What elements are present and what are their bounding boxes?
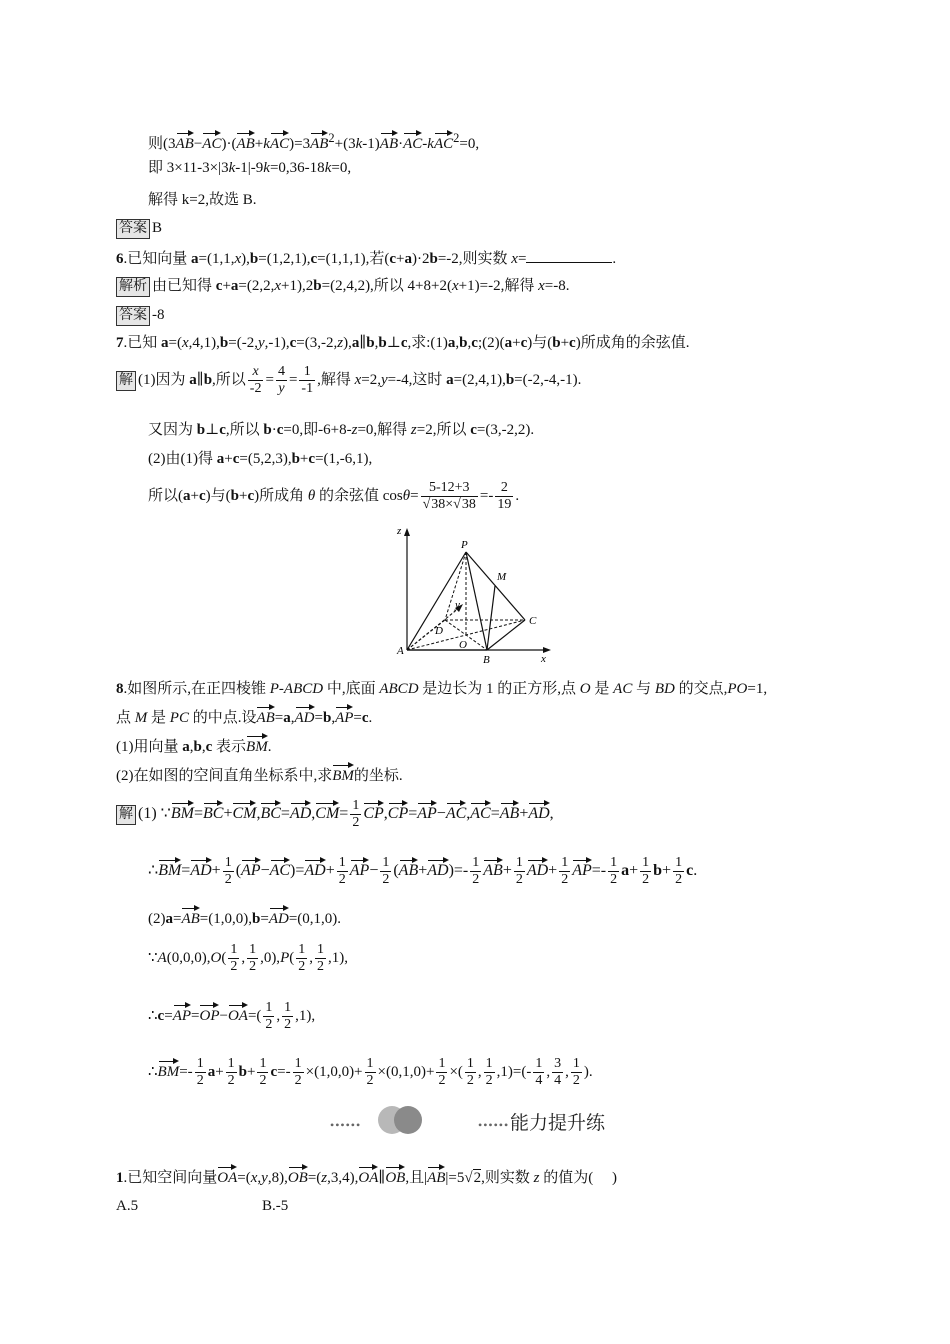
p1-stem: 1.已知空间向量OA=(x,y,8),OB=(z,3,4),OA∥OB,且|AB|=5√2,则实数 z 的值为( ) [116, 1164, 617, 1188]
q8-solution-4: ∵A(0,0,0),O( $\frac{1}{2}$ , $\frac{1}{2}$ ,0),P( $\frac{1}{2}$ , $\frac{1}{2}$ ,1), [148, 942, 348, 975]
q8-part-2: (2)在如图的空间直角坐标系中,求BM的坐标. [116, 762, 403, 786]
answer-blank[interactable] [526, 248, 612, 263]
svg-text:z: z [397, 525, 402, 537]
svg-text:y: y [455, 599, 460, 611]
answer-tag: 答案 [116, 306, 150, 326]
q8-part-1: (1)用向量 a,b,c 表示BM. [116, 733, 271, 757]
svg-text:A: A [397, 645, 404, 657]
pyramid-figure [395, 522, 565, 667]
q8-stem-2: 点 M 是 PC 的中点.设AB=a,AD=b,AP=c. [116, 704, 372, 728]
q8-solution-3: (2)a=AB=(1,0,0),b=AD=(0,1,0). [148, 905, 341, 929]
q7-solution-3: (2)由(1)得 a+c=(5,2,3),b+c=(1,-6,1), [148, 451, 373, 467]
q8-solution-1: 解 (1) ∵BM=BC+CM,BC=AD,CM= $\frac{1}{2}$ CP,CP=AP−AC,AC=AB+AD, [116, 796, 554, 832]
section-divider: •••••• •••••• 能力提升练 [330, 1102, 630, 1138]
p1-option-b[interactable]: B.-5 [262, 1198, 289, 1214]
svg-text:x: x [541, 653, 546, 665]
solution-tag: 解 [116, 371, 136, 391]
q8-solution-5: ∴c=AP=OP−OA=( $\frac{1}{2}$ , $\frac{1}{2}$ ,1), [148, 1000, 316, 1033]
p1-option-a[interactable]: A.5 [116, 1198, 139, 1214]
answer-tag: 答案 [116, 219, 150, 239]
svg-text:M: M [497, 571, 507, 583]
q8-solution-2: ∴BM=AD+ $\frac{1}{2}$ (AP−AC)=AD+ $\frac{1}{2}$ AP− $\frac{1}{2}$ (AB+AD)=- $\frac{1}{2}$ AB+ $\frac{1}{2}$ AD+ $\frac{1}{2}$ AP=- $\frac{1}{2}$ a+ $\frac{1}{2}$ b+ $\frac{1}{2}$ c. [148, 854, 698, 887]
q5-answer: 答案 B [116, 218, 162, 239]
svg-text:C: C [529, 615, 537, 627]
q6-stem: 6.已知向量 a=(1,1,x),b=(1,2,1),c=(1,1,1),若(c+a)·2b=-2,则实数 x= . [116, 248, 616, 269]
solution-line-1: 则$(3AB-AC)\cdot(AB+kAC)=3AB^2+(3k-1)AB\cdot AC-kAC^2=0$, [148, 131, 480, 152]
svg-text:P: P [461, 539, 468, 551]
q7-solution-4: 所以(a+c)与(b+c)所成角 θ 的余弦值 cosθ= $\frac{5-12+3}{√38\times√38}$ =- $\frac{2}{19}$ . [148, 480, 520, 513]
q7-solution-2: 又因为 b⊥c,所以 b·c=0,即-6+8-z=0,解得 z=2,所以 c=(3,-2,2). [148, 422, 535, 438]
q6-answer: 答案 -8 [116, 305, 165, 326]
svg-text:D: D [435, 625, 443, 637]
solution-tag: 解 [116, 805, 136, 825]
q7-solution-1: 解 (1)因为 a∥b,所以 $\frac{x}{-2}$ = $\frac{4}{y}$ = $\frac{1}{-1}$ ,解得 x=2,y=-4,这时 a=(2,4,1),b=(-2,-4,-1). [116, 362, 581, 398]
section-title: 能力提升练 [510, 1112, 606, 1134]
solution-line-2: 即 3×11-3×|3k-1|-9k=0,36-18k=0, [148, 160, 352, 176]
svg-text:O: O [459, 639, 467, 651]
svg-text:B: B [483, 654, 490, 666]
q6-analysis: 解析 由已知得 c+a=(2,2,x+1),2b=(2,4,2),所以 4+8+2(x+1)=-2,解得 x=-8. [116, 276, 569, 297]
q7-stem: 7.已知 a=(x,4,1),b=(-2,y,-1),c=(3,-2,z),a∥b,b⊥c,求:(1)a,b,c;(2)(a+c)与(b+c)所成角的余弦值. [116, 335, 690, 351]
q8-solution-6: ∴BM=- $\frac{1}{2}$ a+ $\frac{1}{2}$ b+ $\frac{1}{2}$ c=- $\frac{1}{2}$ ×(1,0,0)+ $\frac{1}{2}$ ×(0,1,0)+ $\frac{1}{2}$ ×( $\frac{1}{2}$ , $\frac{1}{2}$ ,1)=(- $\frac{1}{4}$ , $\frac{3}{4}$ , $\frac{1}{2}$ ). [148, 1056, 593, 1089]
q8-stem-1: 8.如图所示,在正四棱锥 P-ABCD 中,底面 ABCD 是边长为 1 的正方形,点 O 是 AC 与 BD 的交点,PO=1, [116, 681, 768, 697]
analysis-tag: 解析 [116, 277, 150, 297]
solution-line-3: 解得 k=2,故选 B. [148, 192, 257, 208]
section-logo-icon [370, 1104, 430, 1136]
